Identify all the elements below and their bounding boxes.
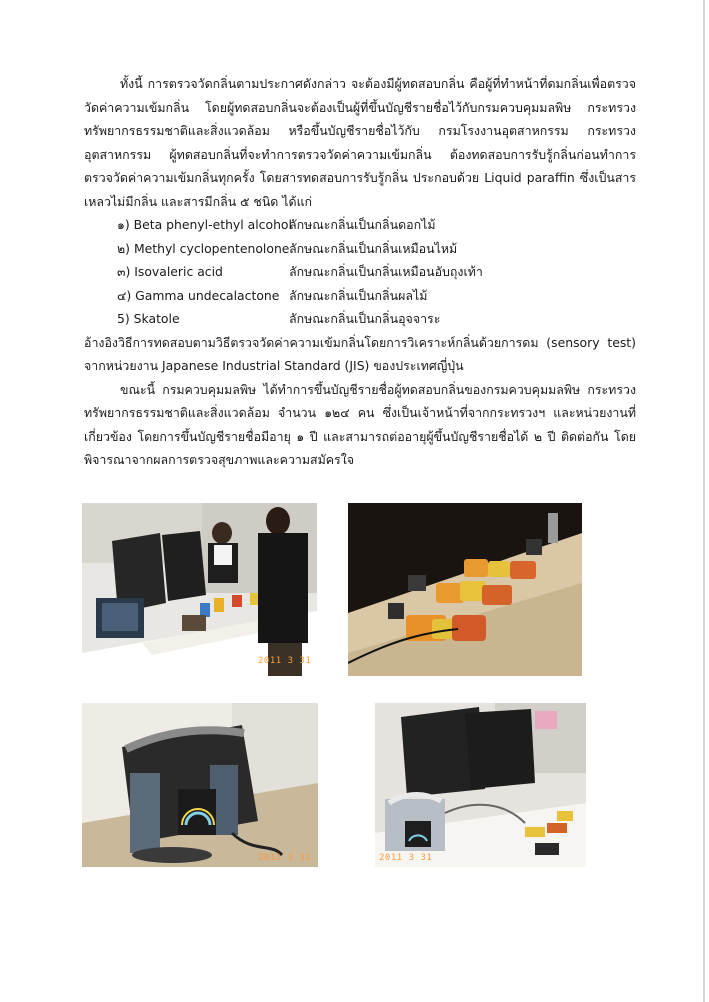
list-item	[84, 213, 636, 237]
odorant-name: 5) Skatole	[117, 311, 180, 326]
list-item	[84, 307, 636, 331]
photo-device-with-samples	[375, 703, 586, 867]
registry-paragraph: ขณะนี้ กรมควบคุมมลพิษ ได้ทำการขึ้นบัญชีรายชื่อผู้ทดสอบกลิ่นของกรมควบคุมมลพิษ กระทรวงทรัพยากรธรรมชาติและสิ่งแวดล้อม จำนวน ๑๒๔ คน ซึ่งเป็นเจ้าหน้าที่จากกระทรวงฯ และหน่วยงานที่เกี่ยวข้อง โดยการขึ้นบัญชีรายชื่อมีอายุ ๑ ปี และสามารถต่ออายุผู้ขึ้นบัญชีรายชื่อได้ ๒ ปี ติดต่อกัน โดยพิจารณาจากผลการตรวจสุขภาพและความสมัครใจ	[84, 381, 636, 467]
odorant-name: ๔) Gamma undecalactone	[117, 287, 280, 303]
odorant-description: ลักษณะกลิ่นเป็นกลิ่นผลไม้	[289, 287, 428, 303]
odorant-name: ๓) Isovaleric acid	[117, 264, 223, 279]
odorant-description: ลักษณะกลิ่นเป็นกลิ่นอุจจาระ	[289, 311, 441, 326]
odorant-description: ลักษณะกลิ่นเป็นกลิ่นดอกไม้	[289, 217, 436, 232]
list-item	[84, 237, 636, 261]
odorant-description: ลักษณะกลิ่นเป็นกลิ่นเหมือนไหม้	[289, 240, 458, 256]
photo-date-stamp: 2011 3 31	[258, 656, 312, 666]
photo-odor-test-room	[82, 503, 317, 676]
photo-olfactometer-device	[82, 703, 318, 867]
photo-date-stamp: 2011 3 31	[258, 853, 312, 863]
document-body	[84, 72, 636, 472]
list-item	[84, 284, 636, 308]
photo-date-stamp: 2011 3 31	[379, 853, 433, 863]
odorant-name: ๑) Beta phenyl-ethyl alcohol	[117, 217, 292, 232]
intro-paragraph: ทั้งนี้ การตรวจวัดกลิ่นตามประกาศดังกล่าว จะต้องมีผู้ทดสอบกลิ่น คือผู้ที่ทำหน้าที่ดมกลิ่นเพื่อตรวจวัดค่าความเข้มกลิ่น โดยผู้ทดสอบกลิ่นจะต้องเป็นผู้ที่ขึ้นบัญชีรายชื่อไว้กับกรมควบคุมมลพิษ กระทรวงทรัพยากรธรรมชาติและสิ่งแวดล้อม หรือขึ้นบัญชีรายชื่อไว้กับ กรมโรงงานอุตสาหกรรม กระทรวงอุตสาหกรรม ผู้ทดสอบกลิ่นที่จะทำการตรวจวัดค่าความเข้มกลิ่น ต้องทดสอบการรับรู้กลิ่นก่อนทำการตรวจวัดค่าความเข้มกลิ่นทุกครั้ง โดยสารทดสอบการรับรู้กลิ่น ประกอบด้วย Liquid paraffin ซึ่งเป็นสารเหลวไม่มีกลิ่น และสารมีกลิ่น ๕ ชนิด ได้แก่	[84, 76, 636, 209]
odorant-description: ลักษณะกลิ่นเป็นกลิ่นเหมือนอับถุงเท้า	[289, 264, 483, 279]
reference-paragraph: อ้างอิงวิธีการทดสอบตามวิธีตรวจวัดค่าความเข้มกลิ่นโดยการวิเคราะห์กลิ่นด้วยการดม (sensory test) จากหน่วยงาน Japanese Industrial Standard (JIS) ของประเทศญี่ปุ่น	[84, 334, 636, 373]
list-item	[84, 260, 636, 284]
photo-sampling-boxes	[348, 503, 582, 676]
odorant-name: ๒) Methyl cyclopentenolone	[117, 240, 290, 256]
odorant-list	[84, 213, 636, 331]
